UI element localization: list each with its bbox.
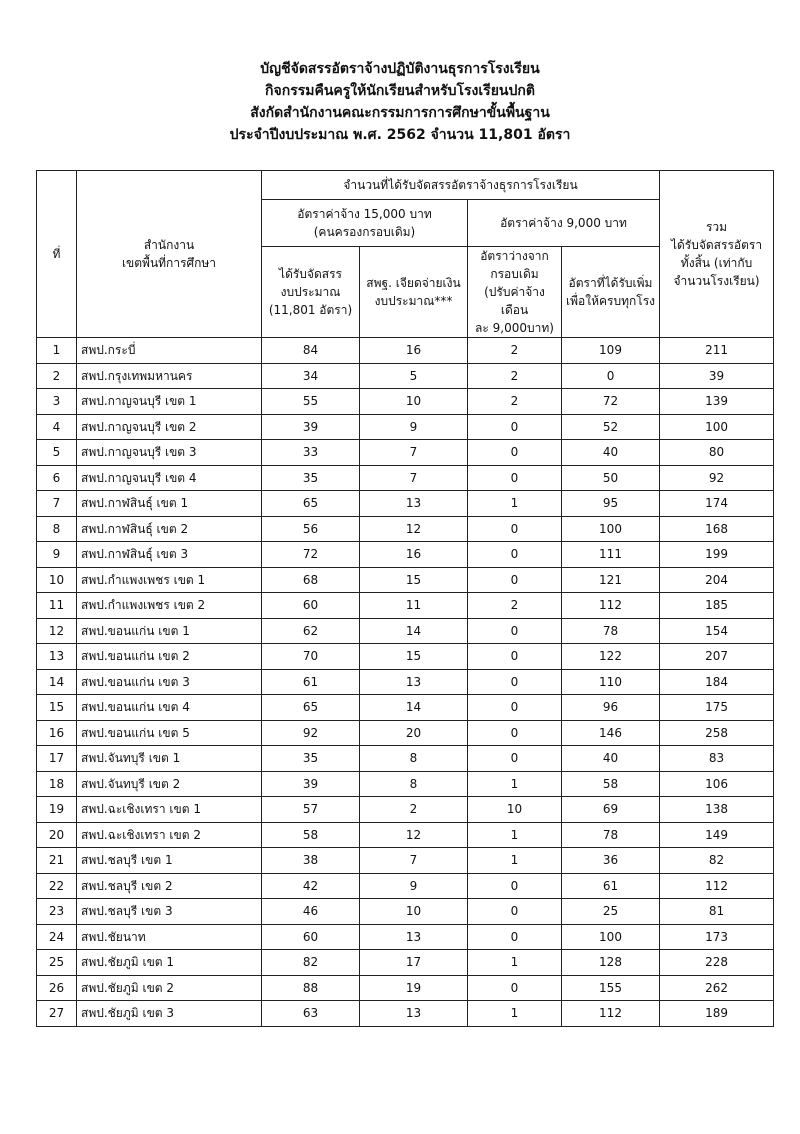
total-allocated-cell: 81 [660, 899, 774, 925]
row-number-cell: 2 [37, 363, 77, 389]
vacant-positions-cell: 0 [468, 695, 562, 721]
table-row [37, 542, 774, 568]
office-name-cell: สพป.กระบี่ [77, 338, 262, 364]
total-allocated-cell: 211 [660, 338, 774, 364]
table-row [37, 746, 774, 772]
budget-allocated-cell: 57 [262, 797, 360, 823]
table-row [37, 593, 774, 619]
total-allocated-cell: 154 [660, 618, 774, 644]
header-vacant-positions: อัตราว่างจาก กรอบเดิม (ปรับค่าจ้างเดือน ละ 9,000บาท) [468, 247, 562, 338]
obec-funded-cell: 10 [360, 899, 468, 925]
row-number-cell: 12 [37, 618, 77, 644]
table-row [37, 1001, 774, 1027]
office-name-cell: สพป.กาญจนบุรี เขต 1 [77, 389, 262, 415]
allocation-table [36, 170, 774, 1027]
obec-funded-cell: 7 [360, 848, 468, 874]
vacant-positions-cell: 1 [468, 848, 562, 874]
row-number-cell: 23 [37, 899, 77, 925]
obec-funded-cell: 9 [360, 873, 468, 899]
header-additional-positions: อัตราที่ได้รับเพิ่ม เพื่อให้ครบทุกโรง [562, 247, 660, 338]
additional-positions-cell: 100 [562, 516, 660, 542]
office-name-cell: สพป.กำแพงเพชร เขต 1 [77, 567, 262, 593]
additional-positions-cell: 40 [562, 440, 660, 466]
row-number-cell: 21 [37, 848, 77, 874]
obec-funded-cell: 20 [360, 720, 468, 746]
table-row [37, 389, 774, 415]
row-number-cell: 5 [37, 440, 77, 466]
office-name-cell: สพป.ชัยภูมิ เขต 1 [77, 950, 262, 976]
additional-positions-cell: 96 [562, 695, 660, 721]
additional-positions-cell: 78 [562, 618, 660, 644]
obec-funded-cell: 5 [360, 363, 468, 389]
table-row [37, 695, 774, 721]
row-number-cell: 6 [37, 465, 77, 491]
office-name-cell: สพป.ขอนแก่น เขต 1 [77, 618, 262, 644]
budget-allocated-cell: 58 [262, 822, 360, 848]
total-allocated-cell: 207 [660, 644, 774, 670]
vacant-positions-cell: 0 [468, 669, 562, 695]
budget-allocated-cell: 84 [262, 338, 360, 364]
additional-positions-cell: 112 [562, 593, 660, 619]
office-name-cell: สพป.ชลบุรี เขต 3 [77, 899, 262, 925]
office-name-cell: สพป.กาญจนบุรี เขต 4 [77, 465, 262, 491]
total-allocated-cell: 149 [660, 822, 774, 848]
total-allocated-cell: 199 [660, 542, 774, 568]
vacant-positions-cell: 0 [468, 975, 562, 1001]
obec-funded-cell: 15 [360, 567, 468, 593]
row-number-cell: 1 [37, 338, 77, 364]
budget-allocated-cell: 56 [262, 516, 360, 542]
additional-positions-cell: 36 [562, 848, 660, 874]
total-allocated-cell: 168 [660, 516, 774, 542]
row-number-cell: 10 [37, 567, 77, 593]
additional-positions-cell: 72 [562, 389, 660, 415]
obec-funded-cell: 16 [360, 338, 468, 364]
vacant-positions-cell: 0 [468, 516, 562, 542]
vacant-positions-cell: 0 [468, 644, 562, 670]
budget-allocated-cell: 72 [262, 542, 360, 568]
additional-positions-cell: 100 [562, 924, 660, 950]
budget-allocated-cell: 61 [262, 669, 360, 695]
office-name-cell: สพป.กาฬสินธุ์ เขต 2 [77, 516, 262, 542]
table-row [37, 618, 774, 644]
table-row [37, 567, 774, 593]
total-allocated-cell: 189 [660, 1001, 774, 1027]
table-row [37, 720, 774, 746]
table-row [37, 771, 774, 797]
table-row [37, 516, 774, 542]
obec-funded-cell: 16 [360, 542, 468, 568]
total-allocated-cell: 228 [660, 950, 774, 976]
header-office: สำนักงาน เขตพื้นที่การศึกษา [77, 171, 262, 338]
obec-funded-cell: 13 [360, 924, 468, 950]
row-number-cell: 24 [37, 924, 77, 950]
office-name-cell: สพป.กาญจนบุรี เขต 2 [77, 414, 262, 440]
row-number-cell: 9 [37, 542, 77, 568]
additional-positions-cell: 78 [562, 822, 660, 848]
budget-allocated-cell: 33 [262, 440, 360, 466]
additional-positions-cell: 109 [562, 338, 660, 364]
table-row [37, 848, 774, 874]
additional-positions-cell: 95 [562, 491, 660, 517]
office-name-cell: สพป.ชลบุรี เขต 1 [77, 848, 262, 874]
vacant-positions-cell: 0 [468, 746, 562, 772]
total-allocated-cell: 139 [660, 389, 774, 415]
row-number-cell: 22 [37, 873, 77, 899]
budget-allocated-cell: 60 [262, 593, 360, 619]
document-header [0, 58, 800, 146]
table-row [37, 924, 774, 950]
budget-allocated-cell: 35 [262, 746, 360, 772]
vacant-positions-cell: 1 [468, 1001, 562, 1027]
obec-funded-cell: 14 [360, 618, 468, 644]
office-name-cell: สพป.ชัยนาท [77, 924, 262, 950]
additional-positions-cell: 61 [562, 873, 660, 899]
budget-allocated-cell: 65 [262, 695, 360, 721]
office-name-cell: สพป.ชัยภูมิ เขต 2 [77, 975, 262, 1001]
additional-positions-cell: 146 [562, 720, 660, 746]
table-row [37, 669, 774, 695]
office-name-cell: สพป.จันทบุรี เขต 2 [77, 771, 262, 797]
obec-funded-cell: 14 [360, 695, 468, 721]
total-allocated-cell: 82 [660, 848, 774, 874]
additional-positions-cell: 122 [562, 644, 660, 670]
row-number-cell: 25 [37, 950, 77, 976]
office-name-cell: สพป.ขอนแก่น เขต 2 [77, 644, 262, 670]
obec-funded-cell: 9 [360, 414, 468, 440]
budget-allocated-cell: 39 [262, 414, 360, 440]
doc-title-line-2: กิจกรรมคืนครูให้นักเรียนสำหรับโรงเรียนปกติ [265, 83, 535, 99]
header-budget-allocated: ได้รับจัดสรร งบประมาณ (11,801 อัตรา) [262, 247, 360, 338]
obec-funded-cell: 8 [360, 771, 468, 797]
total-allocated-cell: 204 [660, 567, 774, 593]
budget-allocated-cell: 35 [262, 465, 360, 491]
budget-allocated-cell: 82 [262, 950, 360, 976]
vacant-positions-cell: 2 [468, 389, 562, 415]
vacant-positions-cell: 2 [468, 593, 562, 619]
header-rate-9000: อัตราค่าจ้าง 9,000 บาท [468, 200, 660, 247]
total-allocated-cell: 262 [660, 975, 774, 1001]
row-number-cell: 4 [37, 414, 77, 440]
budget-allocated-cell: 38 [262, 848, 360, 874]
vacant-positions-cell: 0 [468, 465, 562, 491]
table-row [37, 338, 774, 364]
additional-positions-cell: 69 [562, 797, 660, 823]
obec-funded-cell: 7 [360, 465, 468, 491]
table-row [37, 950, 774, 976]
total-allocated-cell: 92 [660, 465, 774, 491]
obec-funded-cell: 13 [360, 669, 468, 695]
row-number-cell: 20 [37, 822, 77, 848]
budget-allocated-cell: 39 [262, 771, 360, 797]
header-no: ที่ [37, 171, 77, 338]
header-rate-15000: อัตราค่าจ้าง 15,000 บาท (คนครองกรอบเดิม) [262, 200, 468, 247]
row-number-cell: 11 [37, 593, 77, 619]
office-name-cell: สพป.กำแพงเพชร เขต 2 [77, 593, 262, 619]
office-name-cell: สพป.ฉะเชิงเทรา เขต 1 [77, 797, 262, 823]
vacant-positions-cell: 0 [468, 924, 562, 950]
budget-allocated-cell: 46 [262, 899, 360, 925]
budget-allocated-cell: 55 [262, 389, 360, 415]
header-obec-funded: สพฐ. เจียดจ่ายเงิน งบประมาณ*** [360, 247, 468, 338]
obec-funded-cell: 15 [360, 644, 468, 670]
additional-positions-cell: 111 [562, 542, 660, 568]
budget-allocated-cell: 42 [262, 873, 360, 899]
vacant-positions-cell: 0 [468, 542, 562, 568]
table-row [37, 363, 774, 389]
total-allocated-cell: 100 [660, 414, 774, 440]
total-allocated-cell: 185 [660, 593, 774, 619]
row-number-cell: 18 [37, 771, 77, 797]
additional-positions-cell: 25 [562, 899, 660, 925]
row-number-cell: 13 [37, 644, 77, 670]
obec-funded-cell: 11 [360, 593, 468, 619]
vacant-positions-cell: 0 [468, 618, 562, 644]
additional-positions-cell: 52 [562, 414, 660, 440]
row-number-cell: 16 [37, 720, 77, 746]
vacant-positions-cell: 0 [468, 440, 562, 466]
office-name-cell: สพป.ชลบุรี เขต 2 [77, 873, 262, 899]
row-number-cell: 7 [37, 491, 77, 517]
office-name-cell: สพป.ฉะเชิงเทรา เขต 2 [77, 822, 262, 848]
total-allocated-cell: 138 [660, 797, 774, 823]
row-number-cell: 15 [37, 695, 77, 721]
obec-funded-cell: 19 [360, 975, 468, 1001]
additional-positions-cell: 112 [562, 1001, 660, 1027]
table-row [37, 797, 774, 823]
budget-allocated-cell: 88 [262, 975, 360, 1001]
total-allocated-cell: 106 [660, 771, 774, 797]
total-allocated-cell: 80 [660, 440, 774, 466]
table-row [37, 644, 774, 670]
obec-funded-cell: 17 [360, 950, 468, 976]
additional-positions-cell: 50 [562, 465, 660, 491]
office-name-cell: สพป.จันทบุรี เขต 1 [77, 746, 262, 772]
budget-allocated-cell: 92 [262, 720, 360, 746]
table-row [37, 491, 774, 517]
total-allocated-cell: 83 [660, 746, 774, 772]
vacant-positions-cell: 2 [468, 363, 562, 389]
table-body [37, 338, 774, 1027]
additional-positions-cell: 40 [562, 746, 660, 772]
office-name-cell: สพป.ขอนแก่น เขต 5 [77, 720, 262, 746]
office-name-cell: สพป.ชัยภูมิ เขต 3 [77, 1001, 262, 1027]
office-name-cell: สพป.กรุงเทพมหานคร [77, 363, 262, 389]
total-allocated-cell: 258 [660, 720, 774, 746]
row-number-cell: 8 [37, 516, 77, 542]
total-allocated-cell: 184 [660, 669, 774, 695]
vacant-positions-cell: 2 [468, 338, 562, 364]
vacant-positions-cell: 0 [468, 414, 562, 440]
vacant-positions-cell: 1 [468, 491, 562, 517]
office-name-cell: สพป.กาฬสินธุ์ เขต 1 [77, 491, 262, 517]
office-name-cell: สพป.ขอนแก่น เขต 4 [77, 695, 262, 721]
vacant-positions-cell: 1 [468, 822, 562, 848]
total-allocated-cell: 112 [660, 873, 774, 899]
total-allocated-cell: 175 [660, 695, 774, 721]
vacant-positions-cell: 1 [468, 771, 562, 797]
additional-positions-cell: 128 [562, 950, 660, 976]
table-header [37, 171, 774, 338]
office-name-cell: สพป.กาฬสินธุ์ เขต 3 [77, 542, 262, 568]
office-name-cell: สพป.ขอนแก่น เขต 3 [77, 669, 262, 695]
table-row [37, 465, 774, 491]
additional-positions-cell: 110 [562, 669, 660, 695]
header-total: รวม ได้รับจัดสรรอัตรา ทั้งสิ้น (เท่ากับ จำนวนโรงเรียน) [660, 171, 774, 338]
additional-positions-cell: 155 [562, 975, 660, 1001]
row-number-cell: 26 [37, 975, 77, 1001]
office-name-cell: สพป.กาญจนบุรี เขต 3 [77, 440, 262, 466]
total-allocated-cell: 173 [660, 924, 774, 950]
obec-funded-cell: 10 [360, 389, 468, 415]
obec-funded-cell: 7 [360, 440, 468, 466]
table-row [37, 822, 774, 848]
table-row [37, 414, 774, 440]
budget-allocated-cell: 63 [262, 1001, 360, 1027]
additional-positions-cell: 0 [562, 363, 660, 389]
doc-title-line-1: บัญชีจัดสรรอัตราจ้างปฏิบัติงานธุรการโรงเรียน [260, 61, 540, 77]
budget-allocated-cell: 68 [262, 567, 360, 593]
budget-allocated-cell: 65 [262, 491, 360, 517]
obec-funded-cell: 13 [360, 1001, 468, 1027]
vacant-positions-cell: 0 [468, 720, 562, 746]
table-row [37, 899, 774, 925]
obec-funded-cell: 8 [360, 746, 468, 772]
budget-allocated-cell: 70 [262, 644, 360, 670]
budget-allocated-cell: 62 [262, 618, 360, 644]
obec-funded-cell: 12 [360, 822, 468, 848]
additional-positions-cell: 58 [562, 771, 660, 797]
row-number-cell: 14 [37, 669, 77, 695]
vacant-positions-cell: 1 [468, 950, 562, 976]
doc-title-line-4: ประจำปีงบประมาณ พ.ศ. 2562 จำนวน 11,801 อัตรา [229, 127, 571, 143]
row-number-cell: 3 [37, 389, 77, 415]
budget-allocated-cell: 34 [262, 363, 360, 389]
additional-positions-cell: 121 [562, 567, 660, 593]
header-allocation-group: จำนวนที่ได้รับจัดสรรอัตราจ้างธุรการโรงเรียน [262, 171, 660, 200]
table-row [37, 440, 774, 466]
total-allocated-cell: 174 [660, 491, 774, 517]
table-row [37, 873, 774, 899]
vacant-positions-cell: 0 [468, 899, 562, 925]
obec-funded-cell: 13 [360, 491, 468, 517]
table-row [37, 975, 774, 1001]
obec-funded-cell: 2 [360, 797, 468, 823]
vacant-positions-cell: 10 [468, 797, 562, 823]
vacant-positions-cell: 0 [468, 567, 562, 593]
total-allocated-cell: 39 [660, 363, 774, 389]
row-number-cell: 19 [37, 797, 77, 823]
obec-funded-cell: 12 [360, 516, 468, 542]
doc-title-line-3: สังกัดสำนักงานคณะกรรมการการศึกษาขั้นพื้นฐาน [250, 105, 550, 121]
row-number-cell: 17 [37, 746, 77, 772]
budget-allocated-cell: 60 [262, 924, 360, 950]
row-number-cell: 27 [37, 1001, 77, 1027]
vacant-positions-cell: 0 [468, 873, 562, 899]
